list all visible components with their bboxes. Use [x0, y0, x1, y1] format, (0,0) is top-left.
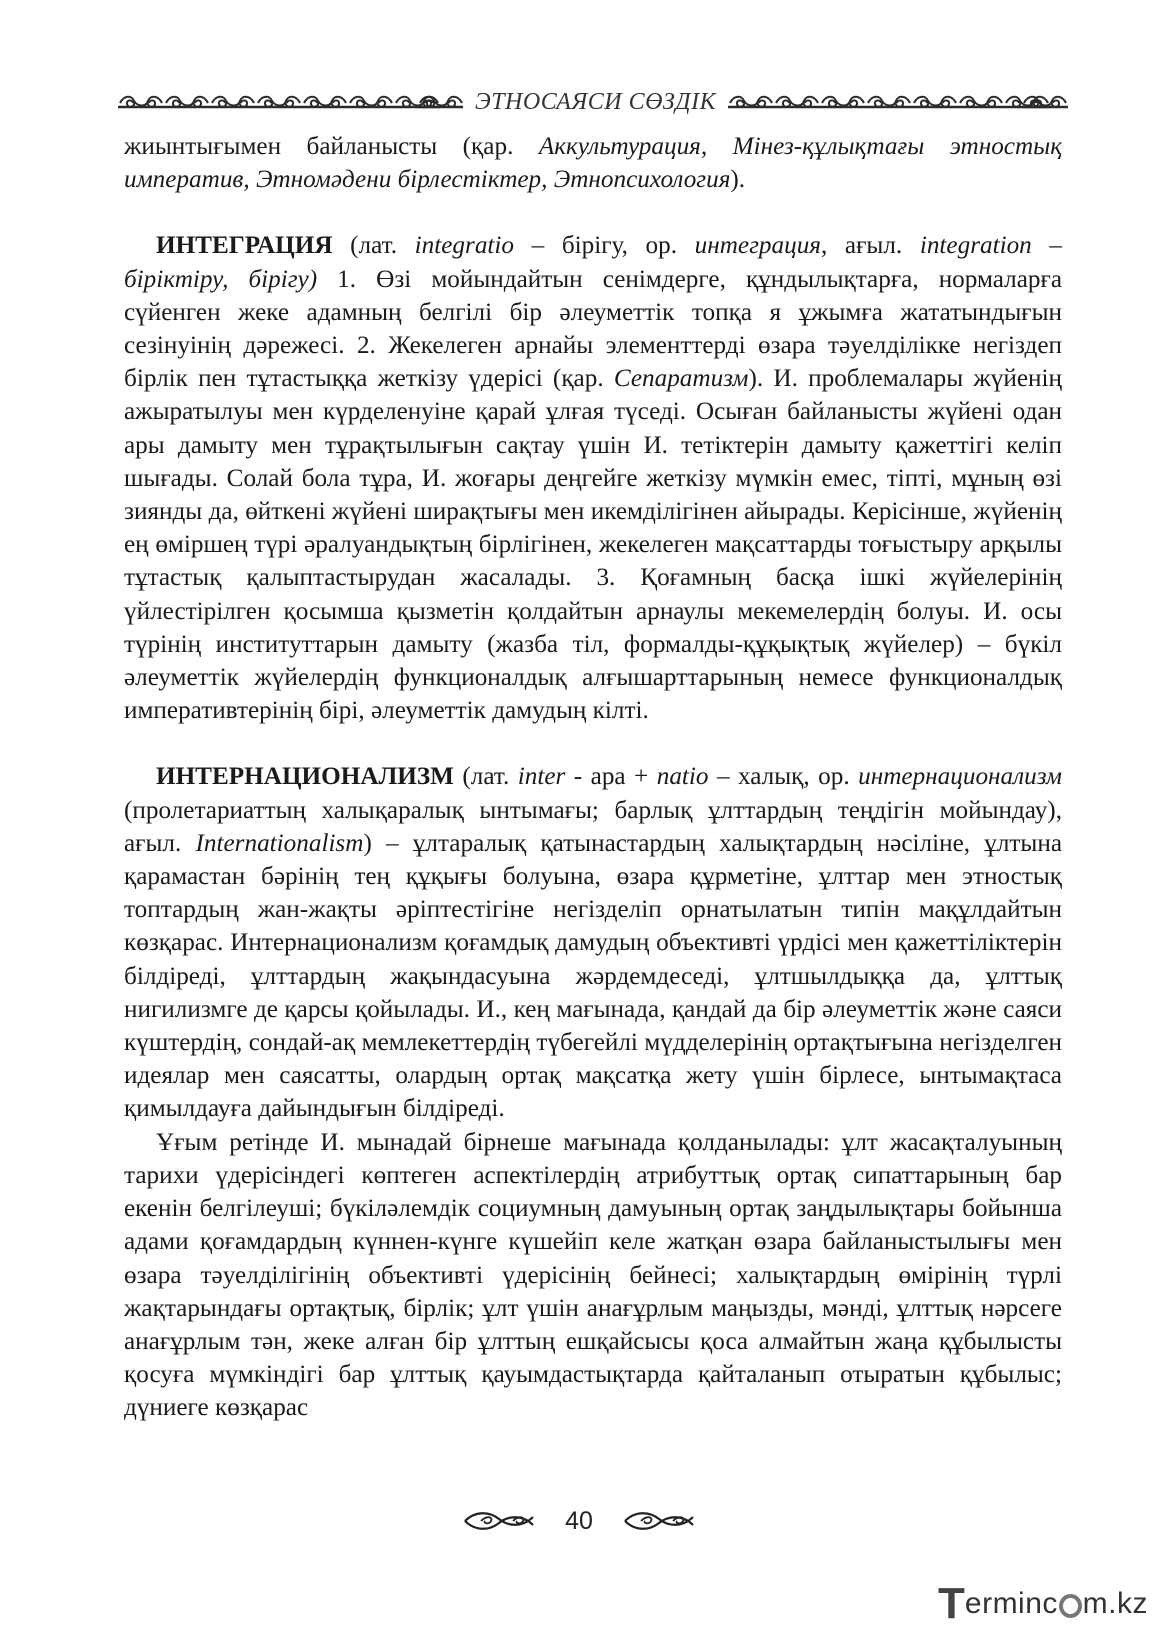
- entry-integration: ИНТЕГРАЦИЯ (лат. integratio – бірігу, ор. интеграция, ағыл. integration – біріктіру, бірігу) 1. Өзі мойындайтын сенімдерге, құндылықтарға, нормаларға сүйенген жеке адамның белгілі бір әлеуметтік топқа я ұжымға жататындығын сезінуінің дәрежесі. 2. Жекелеген арнайы элементтерді өзара тәуелділікке негіздеп бірлік пен тұтастыққа жеткізу үдерісі (қар. Сепаратизм). И. проблемалары жүйенің ажыратылуы мен күрделенуіне қарай ұлғая түседі. Осыған байланысты жүйені одан ары дамыту мен тұрақтылығын сақтау үшін И. тетіктерін дамыту қажеттігі келіп шығады. Солай бола тұра, И. жоғары деңгейге жеткізу мүмкін емес, тіпті, мұның өзі зиянды да, өйткені жүйені ширақтығы мен икемділігінен айырады. Керісінше, жүйенің ең өміршең түрі әралуандықтың бірлігінен, жекелеген мақсаттарды тоғыстыру арқылы тұтастық қалыптастырудан жасалады. 3. Қоғамның басқа ішкі жүйелерінің үйлестірілген қосымша қызметін қолдайтын арнаулы мекемелердің болуы. И. осы түрінің институттарын дамыту (жазба тіл, формалды-құқықтық жүйелер) – бүкіл әлеуметтік жүйелердің функционалдық алғышарттарының немесе функционалдық императивтерінің бірі, әлеуметтік дамудың кілті.: [124, 232, 1063, 725]
- page-number: 40: [565, 1506, 593, 1535]
- footer-flourish-left-icon: [461, 1509, 537, 1533]
- entry-internationalism-paragraph-2: Ұғым ретінде И. мынадай бірнеше мағынада қолданылады: ұлт жасақталуының тарихи үдерісіндегі көптеген аспектілердің атрибуттық ортақ сипаттарының бар екенін белгілеуші; бүкіләлемдік социумның дамуының ортақ заңдылықтары бойынша адами қоғамдардың күннен-күнге күшейіп келе жатқан өзара байланыстылығы мен өзара тәуелділігінің объективті үдерісінің бейнесі; халықтардың өмірінің түрлі жақтарындағы ортақтық, бірлік; ұлт үшін анағұрлым маңызды, мәнді, ұлттық нәрсеге анағұрлым тән, жеке алған бір ұлттың ешқайсысы қоса алмайтын жаңа құбылысты қосуға мүмкіндігі бар ұлттық қауымдастықтарда қайталанып отыратын құбылыс; дүниеге көзқарас: [124, 1128, 1062, 1422]
- page-footer: [0, 1506, 1158, 1536]
- entry-term-integration: ИНТЕГРАЦИЯ: [156, 232, 333, 260]
- cross-references: Аккультурация, Мінез-құлықтағы этностық императив, Этномәдени бірлестіктер, Этнопсихология: [124, 133, 1063, 194]
- header-ornament-right: [728, 91, 1068, 113]
- watermark-circle-icon: [1059, 1594, 1082, 1618]
- header-ornament-left: [118, 91, 463, 113]
- running-header: [118, 84, 1068, 120]
- running-title: ЭТНОСАЯСИ СӨЗДІК: [474, 88, 716, 115]
- continuation-paragraph: жиынтығымен байланысты (қар. Аккультурация, Мінез-құлықтағы этностық императив, Этномәдени бірлестіктер, Этнопсихология).: [124, 133, 1063, 194]
- page-body: [124, 130, 1062, 1425]
- termincom-watermark: T erminc m.kz: [938, 1579, 1148, 1628]
- footer-flourish-right-icon: [621, 1509, 697, 1533]
- entry-internationalism: ИНТЕРНАЦИОНАЛИЗМ (лат. inter - ара + natio – халық, ор. интернационализм (пролетариаттың халықаралық ынтымағы; барлық ұлттардың теңдігін мойындау), ағыл. Internationalism) – ұлтаралық қатынастардың халықтардың нәсіліне, ұлтына қарамастан бәрінің тең құқығы болуына, өзара құрметіне, ұлттар мен этностық топтардың жан-жақты әріптестігіне негізделіп орнатылатын типін мақұлдайтын көзқарас. Интернационализм қоғамдық дамудың объективті үрдісі мен қажеттіліктерін білдіреді, ұлттардың жақындасуына жәрдемдеседі, ұлтшылдыққа да, ұлттық нигилизмге де қарсы қойылады. И., кең мағынада, қандай да бір әлеуметтік және саяси күштердің, сондай-ақ мемлекеттердің түбегейлі мүдделерінің ортақтығына негізделген идеялар мен саясатты, олардың ортақ мақсатқа жету үшін бірлесе, ынтымақтаса қимылдауға дайындығын білдіреді.: [124, 763, 1062, 1123]
- entry-term-internationalism: ИНТЕРНАЦИОНАЛИЗМ: [156, 763, 454, 791]
